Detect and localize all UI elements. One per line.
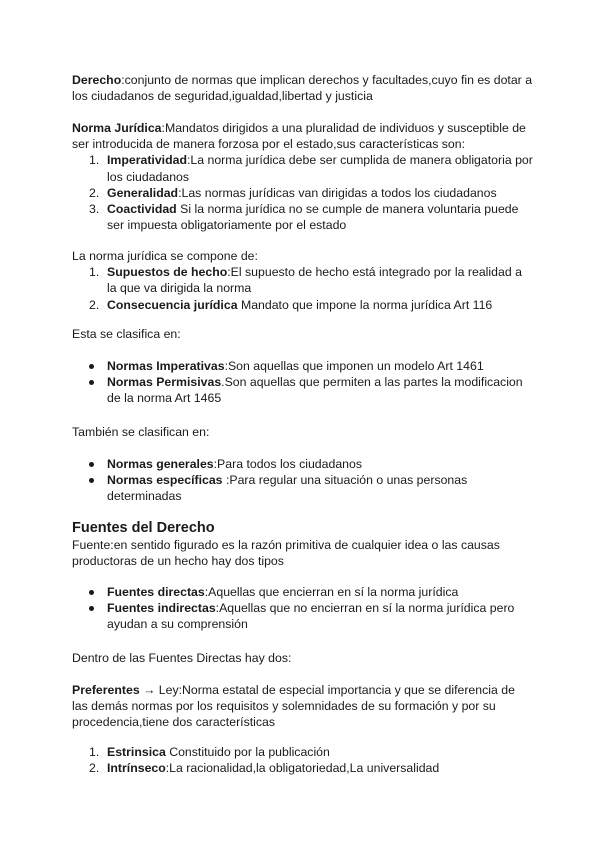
tambien-intro-block — [72, 424, 534, 440]
item-number: 2. — [89, 185, 100, 200]
item-term: Estrinsica — [107, 745, 166, 759]
list-item — [72, 152, 534, 184]
item-text: Mandato que impone la norma jurídica Art 116 — [237, 297, 493, 312]
fuentes-heading: Fuentes del Derecho — [72, 520, 215, 536]
compone-list — [72, 264, 534, 313]
clasifica-intro: Esta se clasifica en: — [72, 327, 181, 341]
item-term: Intrínseco — [107, 761, 166, 776]
item-text: Constituido por la publicación — [165, 745, 330, 759]
item-text: :Para todos los ciudadanos — [213, 457, 362, 471]
item-text: .Son aquellas que permiten a las partes la modificacion de la norma Art 1465 — [107, 375, 523, 406]
item-term: Supuestos de hecho — [107, 265, 228, 280]
tambien-list — [72, 456, 534, 505]
item-text: :Aquellas que no encierran en sí la norma jurídica pero ayudan a su comprensión — [107, 601, 515, 632]
bullet-icon — [89, 462, 94, 467]
fuentes-text: Fuente:en sentido figurado es la razón primitiva de cualquier idea o las causas productoras de un hecho hay dos tipos — [72, 538, 500, 569]
clasifica-intro-block — [72, 326, 534, 342]
list-item — [72, 472, 534, 504]
bullet-icon — [89, 380, 94, 385]
list-item — [72, 185, 534, 201]
derecho-term: Derecho — [72, 73, 122, 87]
dentro-block — [72, 650, 534, 666]
list-item — [72, 600, 534, 632]
norma-term: Norma Jurídica — [72, 121, 162, 135]
item-term: Normas generales — [107, 457, 214, 471]
item-text: :Las normas jurídicas van dirigidas a todos los ciudadanos — [178, 185, 497, 200]
list-item — [72, 744, 534, 760]
list-item — [72, 456, 534, 472]
derecho-paragraph — [72, 72, 534, 104]
preferentes-term: Preferentes — [72, 683, 140, 697]
item-number: 2. — [89, 761, 100, 776]
list-item — [72, 584, 534, 600]
item-number: 1. — [89, 153, 100, 168]
derecho-text: :conjunto de normas que implican derechos y facultades,cuyo fin es dotar a los ciudadanos de seguridad,igualdad,libertad y justicia — [72, 73, 533, 104]
item-term: Consecuencia jurídica — [107, 297, 238, 312]
norma-text: :Mandatos dirigidos a una pluralidad de individuos y susceptible de ser introducida de manera forzosa por el estado,sus características son: — [72, 121, 526, 152]
preferentes-section — [72, 682, 534, 731]
preferentes-list-block — [72, 744, 534, 776]
preferentes-list — [72, 744, 534, 776]
norma-paragraph — [72, 120, 534, 152]
fuentes-list-block — [72, 584, 534, 633]
list-item — [72, 264, 534, 296]
item-term: Normas Imperativas — [107, 359, 225, 373]
derecho-definition — [72, 72, 534, 104]
item-term: Coactividad — [107, 202, 177, 217]
dentro-text: Dentro de las Fuentes Directas hay dos: — [72, 651, 292, 665]
item-text: :Son aquellas que imponen un modelo Art 1461 — [224, 359, 484, 373]
item-number: 2. — [89, 297, 100, 312]
preferentes-text: → Ley:Norma estatal de especial importancia y que se diferencia de las demás normas por los requisitos y solemnidades de su formación y por su procedencia,tiene dos características — [72, 683, 515, 730]
item-text: :Aquellas que encierran en sí la norma jurídica — [204, 585, 459, 599]
item-text: :La racionalidad,la obligatoriedad,La universalidad — [165, 761, 440, 776]
item-text: :Para regular una situación o unas personas determinadas — [107, 473, 468, 504]
item-term: Normas específicas — [107, 473, 223, 488]
compone-section — [72, 248, 534, 313]
list-item — [72, 374, 534, 406]
bullet-icon — [89, 590, 94, 595]
clasifica-list — [72, 358, 534, 407]
list-item — [72, 358, 534, 374]
item-number: 1. — [89, 745, 100, 759]
item-term: Generalidad — [107, 185, 179, 200]
item-term: Fuentes directas — [107, 585, 205, 599]
compone-intro: La norma jurídica se compone de: — [72, 249, 258, 263]
item-number: 3. — [89, 202, 100, 217]
tambien-intro: También se clasifican en: — [72, 425, 210, 439]
list-item — [72, 760, 534, 776]
item-text: :La norma jurídica debe ser cumplida de manera obligatoria por los ciudadanos — [107, 153, 533, 184]
bullet-icon — [89, 478, 94, 483]
clasifica-list-block — [72, 358, 534, 407]
item-term: Fuentes indirectas — [107, 601, 216, 616]
bullet-icon — [89, 364, 94, 369]
item-number: 1. — [89, 265, 100, 280]
item-text: Si la norma jurídica no se cumple de manera voluntaria puede ser impuesta obligatoriamente por el estado — [107, 202, 519, 233]
fuentes-list — [72, 584, 534, 633]
list-item — [72, 201, 534, 233]
item-term: Imperatividad — [107, 153, 187, 168]
item-term: Normas Permisivas — [107, 375, 222, 390]
item-text: :El supuesto de hecho está integrado por la realidad a la que va dirigida la norma — [107, 265, 522, 296]
tambien-list-block — [72, 456, 534, 505]
fuentes-section — [72, 519, 534, 569]
caracteristicas-list — [72, 152, 534, 233]
list-item — [72, 297, 534, 313]
norma-juridica-section — [72, 120, 534, 233]
preferentes-paragraph — [72, 682, 534, 731]
bullet-icon — [89, 606, 94, 611]
